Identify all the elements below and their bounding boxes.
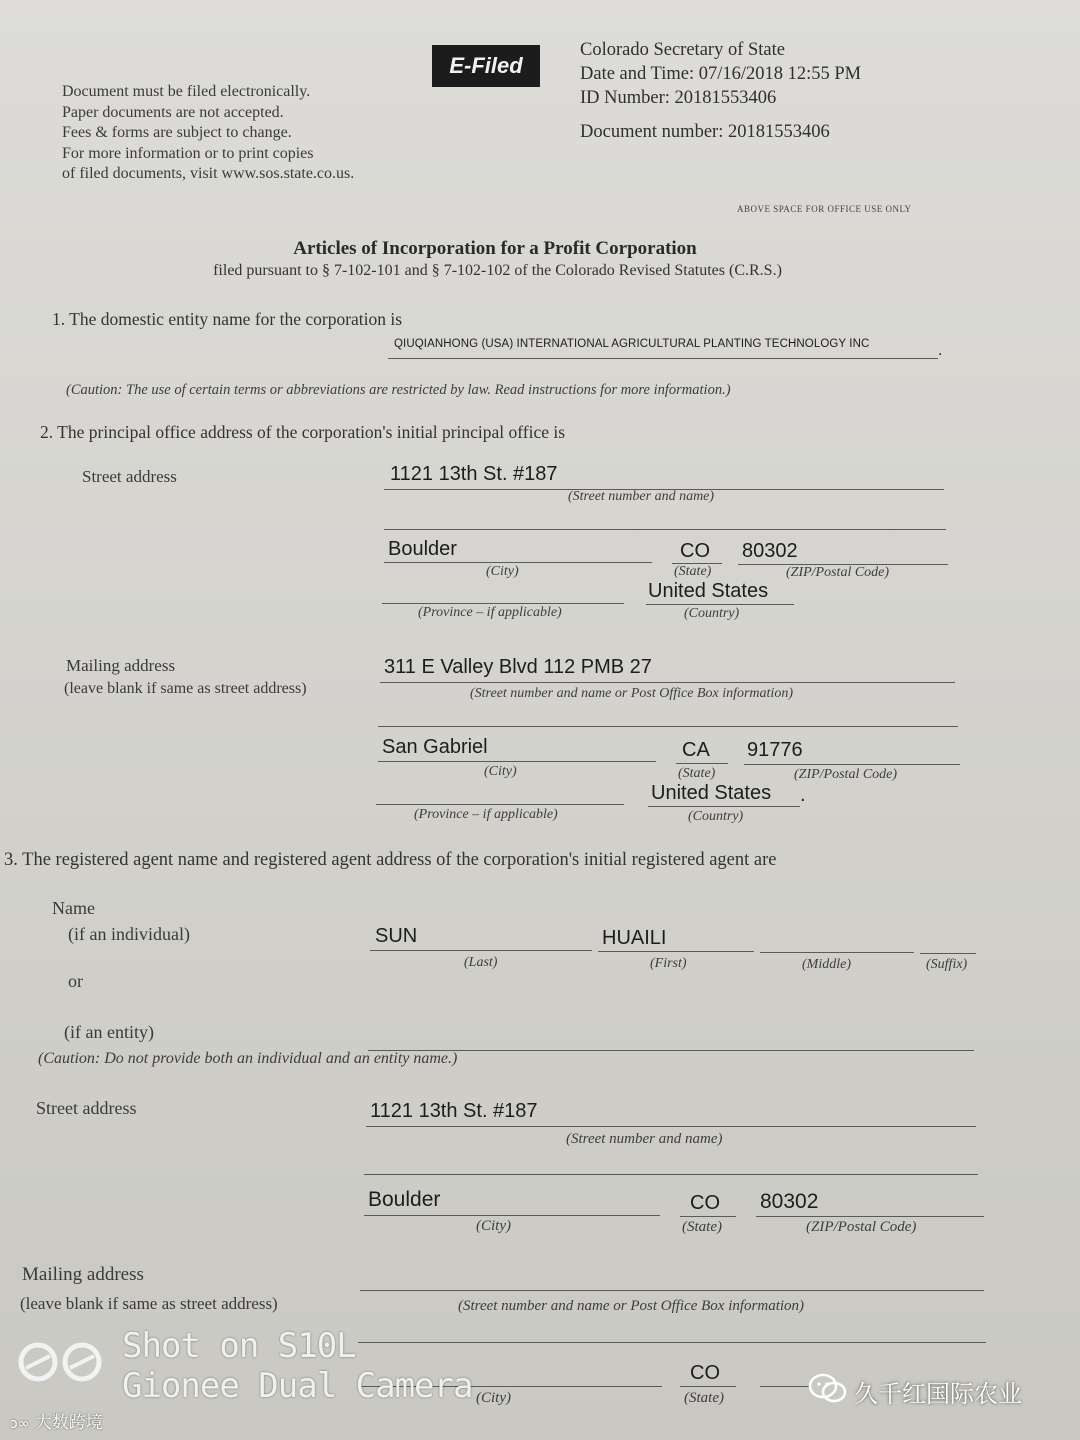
- agent-entity-label: (if an entity): [64, 1022, 154, 1042]
- principal-zip-value: 80302: [742, 540, 798, 562]
- section2-question: 2. The principal office address of the corporation's initial principal office is: [40, 422, 566, 442]
- mailing-country-caption: (Country): [688, 809, 744, 824]
- agent-city-line: [364, 1215, 660, 1216]
- principal-mailing-value: 311 E Valley Blvd 112 PMB 27: [384, 656, 652, 678]
- agent-state-line: [680, 1216, 736, 1217]
- instruction-line: Paper documents are not accepted.: [62, 103, 284, 121]
- agent-zip-value: 80302: [760, 1190, 819, 1213]
- wechat-icon: [808, 1372, 848, 1406]
- principal-state-caption: (State): [674, 564, 712, 579]
- mailing-state-value: CA: [682, 739, 710, 761]
- instruction-line: Fees & forms are subject to change.: [62, 124, 292, 141]
- agent-street-line2: [364, 1174, 978, 1175]
- principal-street-line2: [384, 529, 946, 530]
- camera-brand-icon: [18, 1342, 106, 1386]
- agent-street-line: [366, 1126, 976, 1127]
- principal-mailing-label: Mailing address: [66, 656, 176, 675]
- agent-entity-line: [368, 1050, 974, 1051]
- office-name: Colorado Secretary of State: [580, 40, 785, 60]
- wechat-account-name: 久千红国际农业: [854, 1380, 1022, 1408]
- corner-logo-icon: ↄ∞: [10, 1416, 30, 1432]
- principal-street-label: Street address: [82, 467, 177, 486]
- mailing-zip-caption: (ZIP/Postal Code): [794, 767, 898, 782]
- mailing-city-line: [378, 761, 656, 762]
- agent-first-caption: (First): [650, 956, 687, 971]
- agent-mailing-zip-line: [760, 1386, 810, 1387]
- office-id-number: ID Number: 20181553406: [580, 88, 777, 108]
- agent-mailing-label: Mailing address: [22, 1264, 144, 1285]
- agent-street-label: Street address: [36, 1098, 137, 1118]
- agent-middle-name-line: [760, 952, 914, 953]
- page-subtitle: filed pursuant to § 7-102-101 and § 7-102-102 of the Colorado Revised Statutes (C.R.S.): [213, 262, 782, 279]
- mailing-zip-value: 91776: [747, 739, 803, 761]
- page-title: Articles of Incorporation for a Profit Corporation: [293, 238, 697, 259]
- mailing-country-value: United States: [651, 782, 772, 804]
- principal-province-caption: (Province – if applicable): [418, 605, 562, 620]
- wechat-watermark: [808, 1372, 1058, 1412]
- agent-last-name-line: [370, 950, 592, 951]
- principal-mailing-line2: [378, 726, 958, 727]
- corner-mark-text: 大数跨境: [34, 1413, 103, 1433]
- principal-country-line: [646, 604, 794, 605]
- principal-street-value: 1121 13th St. #187: [390, 463, 558, 485]
- instruction-line: of filed documents, visit www.sos.state.co.us.: [62, 165, 355, 182]
- agent-street-value: 1121 13th St. #187: [370, 1100, 538, 1122]
- principal-state-value: CO: [680, 540, 710, 562]
- principal-city-value: Boulder: [388, 538, 457, 560]
- principal-mailing-line: [380, 682, 955, 683]
- agent-mailing-caption: (Street number and name or Post Office Box information): [458, 1298, 805, 1314]
- mailing-state-line: [676, 763, 728, 764]
- agent-state-caption: (State): [682, 1219, 722, 1235]
- mailing-country-period: .: [800, 784, 806, 806]
- e-filed-stamp: E-Filed: [432, 45, 540, 87]
- agent-or-label: or: [68, 971, 83, 991]
- camera-watermark: [18, 1320, 478, 1410]
- principal-mailing-caption: (Street number and name or Post Office Box information): [470, 686, 793, 701]
- agent-mailing-state-line: [680, 1386, 736, 1387]
- agent-name-label: Name: [52, 898, 95, 918]
- agent-suffix-line: [920, 953, 976, 954]
- agent-individual-label: (if an individual): [68, 924, 190, 944]
- agent-middle-caption: (Middle): [802, 957, 851, 972]
- agent-mailing-state-value: CO: [690, 1362, 720, 1384]
- entity-name-period: .: [938, 342, 943, 359]
- principal-city-line: [384, 562, 652, 563]
- camera-line1: Shot on S10L: [122, 1326, 356, 1366]
- agent-city-caption: (City): [476, 1218, 511, 1234]
- office-document-number: Document number: 20181553406: [580, 122, 830, 142]
- agent-zip-caption: (ZIP/Postal Code): [806, 1219, 917, 1235]
- instruction-line: Document must be filed electronically.: [62, 83, 311, 100]
- mailing-city-value: San Gabriel: [382, 736, 488, 758]
- principal-street-caption: (Street number and name): [568, 489, 715, 504]
- agent-street-caption: (Street number and name): [566, 1131, 723, 1147]
- agent-city-value: Boulder: [368, 1188, 441, 1211]
- principal-zip-caption: (ZIP/Postal Code): [786, 565, 890, 580]
- agent-suffix-caption: (Suffix): [926, 957, 968, 972]
- filing-instructions: [62, 82, 354, 185]
- instruction-line: For more information or to print copies: [62, 144, 314, 162]
- mailing-zip-line: [744, 764, 960, 765]
- section3-caution: (Caution: Do not provide both an individual and an entity name.): [38, 1050, 458, 1067]
- agent-state-value: CO: [690, 1192, 720, 1214]
- corner-watermark: [10, 1408, 103, 1433]
- office-info: [580, 38, 861, 144]
- principal-country-caption: (Country): [684, 606, 740, 621]
- agent-mailing-line: [360, 1290, 984, 1291]
- agent-last-caption: (Last): [464, 955, 498, 970]
- mailing-state-caption: (State): [678, 766, 716, 781]
- agent-first-name-line: [598, 951, 754, 952]
- principal-country-value: United States: [648, 580, 769, 602]
- entity-name-value: QIUQIANHONG (USA) INTERNATIONAL AGRICULTURAL PLANTING TECHNOLOGY INC: [394, 338, 870, 350]
- agent-mailing-state-caption: (State): [684, 1390, 724, 1406]
- section1-caution: (Caution: The use of certain terms or abbreviations are restricted by law. Read instructions for more information.): [66, 382, 731, 398]
- section1-question: 1. The domestic entity name for the corporation is: [52, 309, 403, 329]
- agent-mailing-note: (leave blank if same as street address): [20, 1294, 278, 1313]
- principal-province-line: [382, 603, 624, 604]
- office-datetime: Date and Time: 07/16/2018 12:55 PM: [580, 64, 862, 84]
- agent-first-name-value: HUAILI: [602, 927, 667, 949]
- principal-city-caption: (City): [486, 564, 519, 579]
- agent-zip-line: [756, 1216, 984, 1217]
- section3-question: 3. The registered agent name and registered agent address of the corporation's initial registered agent are: [4, 850, 777, 870]
- agent-mailing-city-caption: (City): [476, 1390, 511, 1406]
- mailing-province-line: [376, 804, 624, 805]
- mailing-city-caption: (City): [484, 764, 517, 779]
- entity-name-line: [388, 358, 938, 359]
- mailing-province-caption: (Province – if applicable): [414, 807, 558, 822]
- office-use-note: ABOVE SPACE FOR OFFICE USE ONLY: [737, 204, 912, 214]
- mailing-country-line: [648, 806, 800, 807]
- agent-last-name-value: SUN: [375, 925, 418, 947]
- camera-line2: Gionee Dual Camera: [122, 1366, 473, 1406]
- principal-mailing-note: (leave blank if same as street address): [64, 680, 307, 697]
